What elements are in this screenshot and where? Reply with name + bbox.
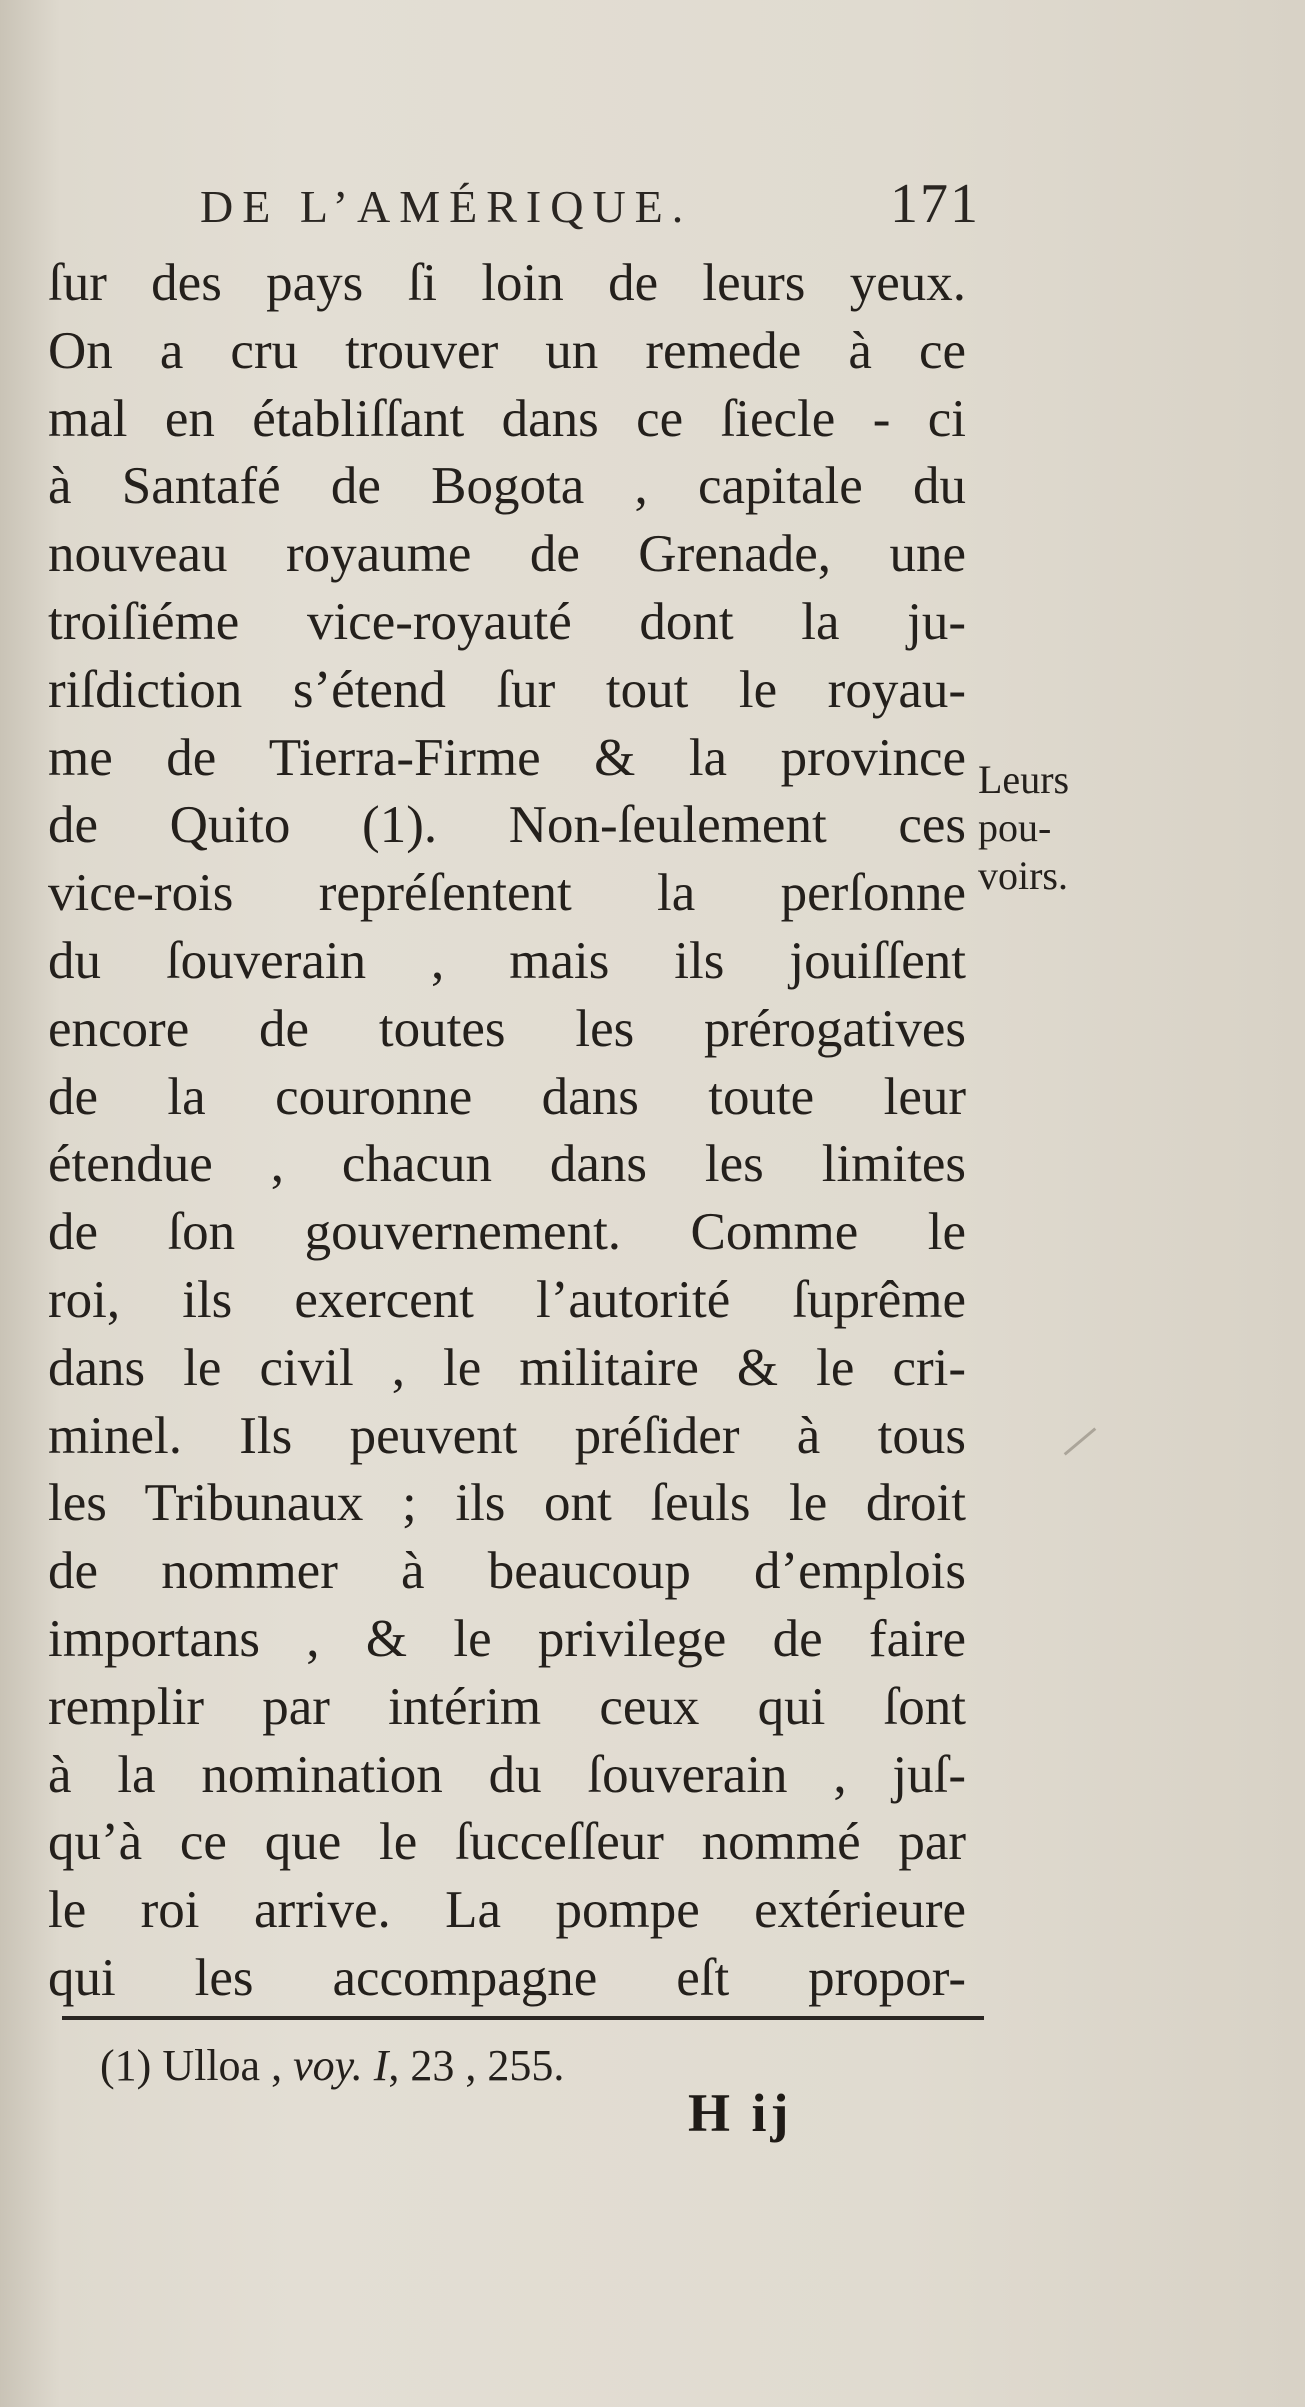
footnote-marker: (1) [100, 2041, 152, 2090]
text-line: à la nomination du ſouverain , juſ- [48, 1745, 966, 1804]
text-line: remplir par intérim ceux qui ſont [48, 1677, 966, 1736]
page-number: 171 [890, 173, 980, 235]
margin-note [978, 756, 1108, 900]
text-line: mal en établiſſant dans ce ſiecle - ci [48, 389, 966, 448]
signature-mark: H ij [688, 2083, 793, 2143]
text-line: minel. Ils peuvent préſider à tous [48, 1406, 966, 1465]
text-line: de ſon gouvernement. Comme le [48, 1203, 966, 1262]
text-line: ſur des pays ſi loin de leurs yeux. [48, 254, 966, 312]
margin-note-line: Leurs [978, 757, 1070, 802]
text-line: à Santafé de Bogota , capitale du [48, 457, 966, 516]
text-line: riſdiction s’étend ſur tout le royau- [48, 660, 966, 719]
running-title: DE L’AMÉRIQUE. [200, 181, 693, 232]
text-line: dans le civil , le militaire & le cri- [48, 1338, 966, 1397]
text-line: vice-rois repréſentent la perſonne [48, 864, 966, 923]
text-line: nouveau royaume de Grenade, une [48, 525, 966, 584]
text-line: de Quito (1). Non-ſeulement ces [48, 796, 966, 855]
text-line: encore de toutes les prérogatives [48, 999, 966, 1058]
ink-smudge [1064, 1427, 1097, 1455]
text-line: de nommer à beaucoup d’emplois [48, 1542, 966, 1601]
footnote-reference: voy. I [293, 2041, 389, 2090]
text-line: étendue , chacun dans les limites [48, 1135, 966, 1194]
text-line: importans , & le privilege de faire [48, 1609, 966, 1668]
text-line: le roi arrive. La pompe extérieure [48, 1881, 966, 1940]
body-text [48, 250, 966, 2013]
text-line: du ſouverain , mais ils jouiſſent [48, 931, 966, 990]
text-line: roi, ils exercent l’autorité ſuprême [48, 1270, 966, 1329]
footnote-rule [62, 2016, 984, 2020]
text-line: qui les accompagne eſt propor- [48, 1948, 966, 2007]
text-line: de la couronne dans toute leur [48, 1067, 966, 1126]
text-line: troiſiéme vice-royauté dont la ju- [48, 592, 966, 651]
text-line: me de Tierra-Firme & la province [48, 728, 966, 787]
text-line: qu’à ce que le ſucceſſeur nommé par [48, 1813, 966, 1872]
text-line: les Tribunaux ; ils ont ſeuls le droit [48, 1474, 966, 1533]
footnote [100, 2040, 564, 2091]
footnote-pages: , 23 , 255. [388, 2041, 565, 2090]
footnote-author: Ulloa , [162, 2041, 283, 2090]
margin-note-line: pou- [978, 805, 1052, 850]
text-line: On a cru trouver un remede à ce [48, 321, 966, 380]
page-header [200, 172, 980, 242]
margin-note-line: voirs. [978, 853, 1068, 898]
